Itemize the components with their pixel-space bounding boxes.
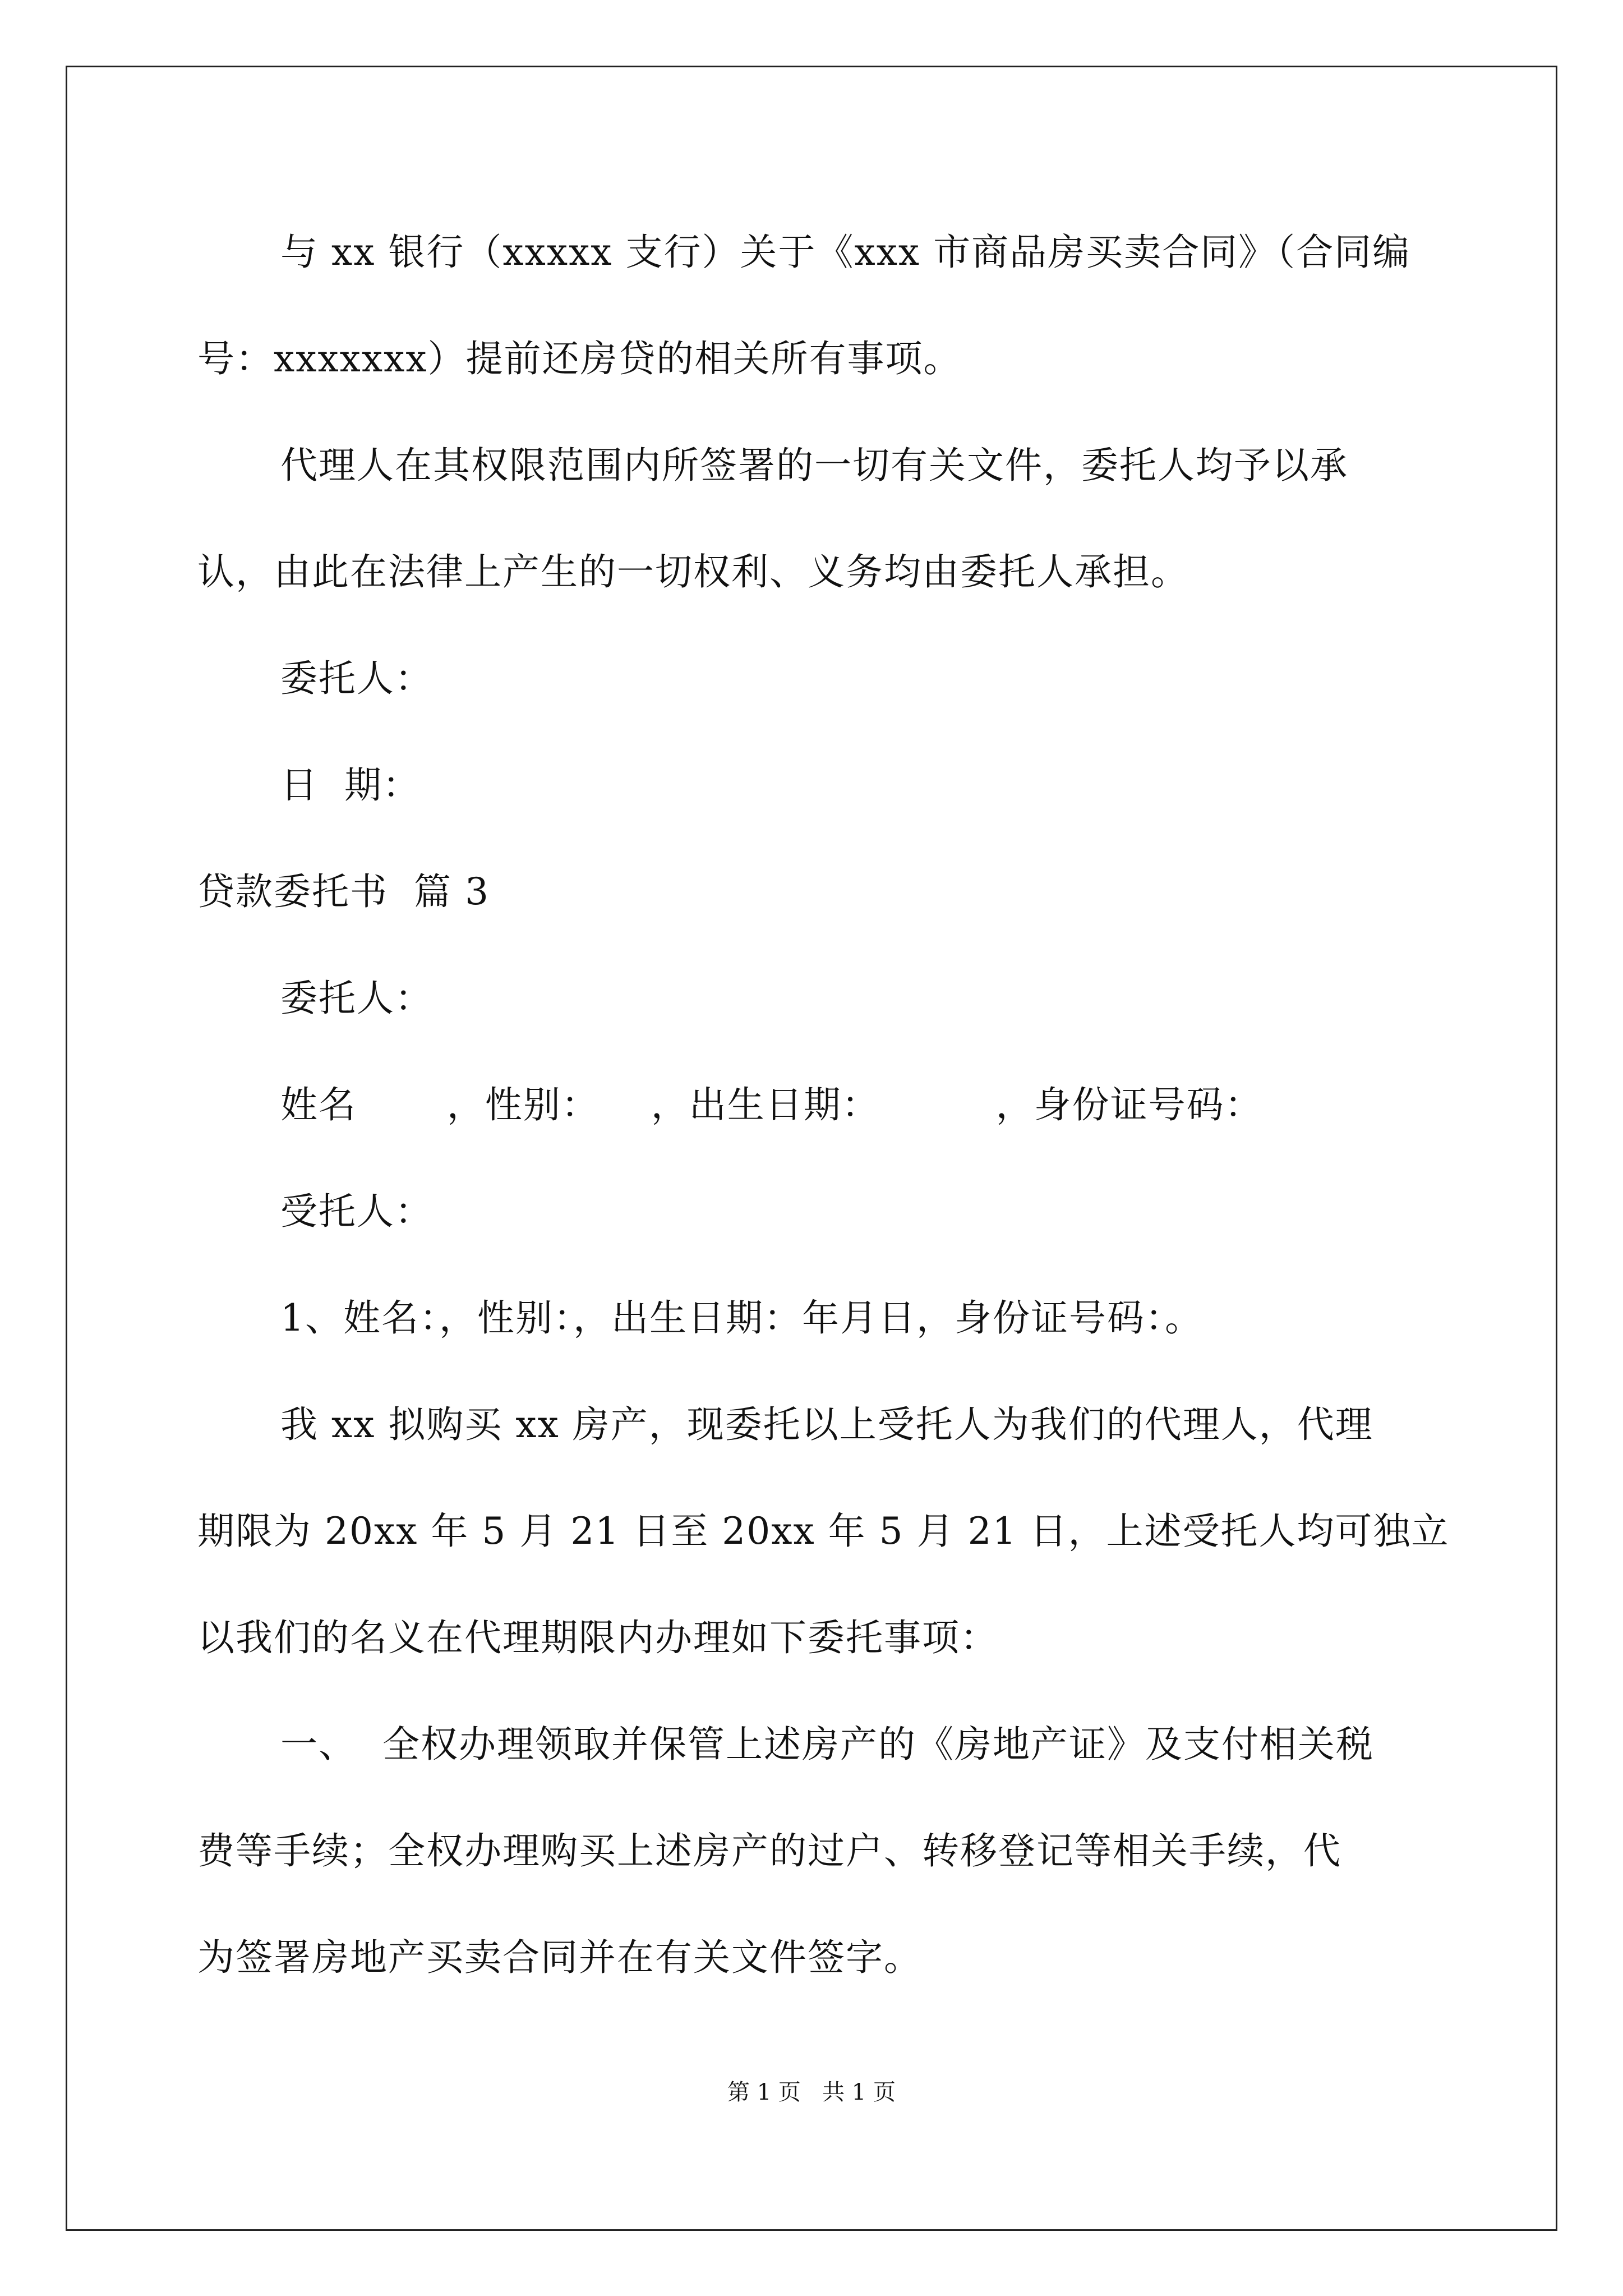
text-line: 以我们的名义在代理期限内办理如下委托事项： <box>197 1616 998 1659</box>
text-line: 号：xxxxxxx）提前还房贷的相关所有事项。 <box>197 337 962 380</box>
text-line: 姓名 ，性别： ，出生日期： ，身份证号码： <box>280 1083 1263 1126</box>
text-line: 委托人： <box>280 977 433 1020</box>
text-line: 为签署房地产买卖合同并在有关文件签字。 <box>197 1936 922 1979</box>
text-line: 我 xx 拟购买 xx 房产，现委托以上受托人为我们的代理人，代理 <box>280 1403 1373 1446</box>
text-line: 日 期： <box>280 763 421 807</box>
page-footer: 第 1 页 共 1 页 <box>727 2079 896 2105</box>
text-line: 受托人： <box>280 1190 433 1233</box>
text-line: 一、 全权办理领取并保管上述房产的《房地产证》及支付相关税 <box>280 1723 1374 1766</box>
text-line: 认，由此在法律上产生的一切权利、义务均由委托人承担。 <box>197 550 1189 593</box>
text-line: 委托人： <box>280 657 433 700</box>
section-heading: 贷款委托书 篇 3 <box>197 870 490 913</box>
page-border <box>66 66 1557 2231</box>
text-line: 与 xx 银行（xxxxx 支行）关于《xxx 市商品房买卖合同》（合同编 <box>280 231 1411 274</box>
text-line: 代理人在其权限范围内所签署的一切有关文件，委托人均予以承 <box>280 444 1348 487</box>
text-line: 期限为 20xx 年 5 月 21 日至 20xx 年 5 月 21 日，上述受托人均可独立 <box>197 1510 1450 1553</box>
text-line: 1、姓名：，性别：，出生日期：年月日，身份证号码：。 <box>280 1296 1203 1340</box>
text-line: 费等手续；全权办理购买上述房产的过户、转移登记等相关手续，代 <box>197 1829 1341 1872</box>
